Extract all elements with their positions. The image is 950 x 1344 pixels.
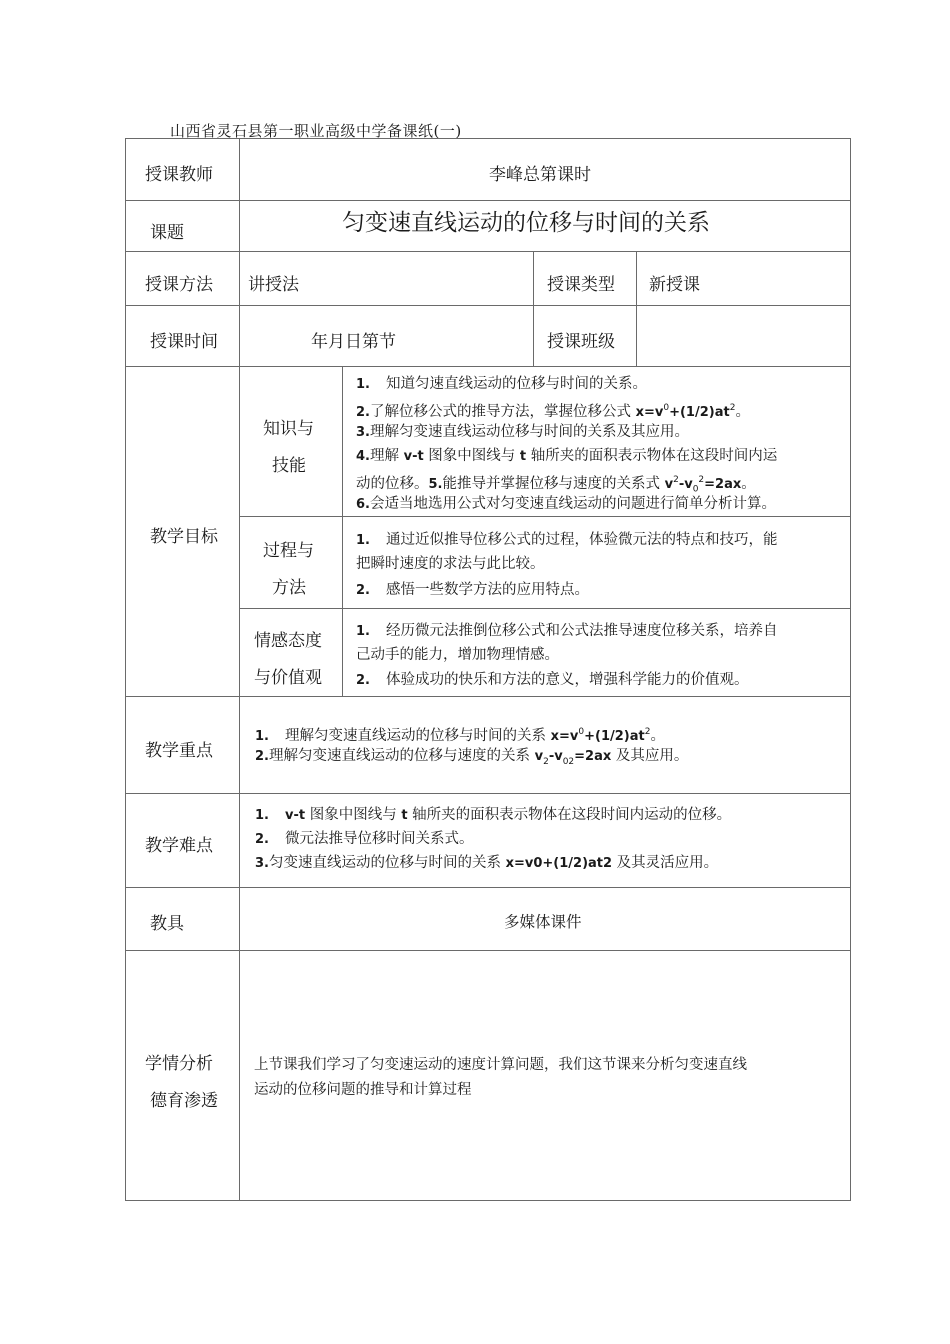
attitude-line-3: 2. 体验成功的快乐和方法的意义，增强科学能力的价值观。 — [356, 672, 749, 688]
difficulty-line-2: 2. 微元法推导位移时间关系式。 — [255, 831, 474, 847]
difficulty-line-3: 3.匀变速直线运动的位移与时间的关系 x=v0+(1/2)at2 及其灵活应用。 — [255, 855, 719, 871]
key-line-2: 2.理解匀变速直线运动的位移与速度的关系 $v_2-v_{02}=2ax$ 及其应用。 — [255, 748, 689, 767]
topic-value: 匀变速直线运动的位移与时间的关系 — [342, 210, 710, 236]
process-label-2: 方法 — [272, 578, 306, 598]
row-divider — [125, 305, 851, 306]
tools-value: 多媒体课件 — [504, 913, 582, 931]
knowledge-line-6: 6.会适当地选用公式对匀变速直线运动的问题进行简单分析计算。 — [356, 496, 776, 512]
method-label: 授课方法 — [145, 275, 213, 295]
type-label: 授课类型 — [547, 275, 615, 295]
teacher-label: 授课教师 — [145, 165, 213, 185]
row-divider — [125, 887, 851, 888]
key-label: 教学重点 — [145, 741, 213, 761]
column-divider — [636, 251, 637, 366]
process-line-1: 1. 通过近似推导位移公式的过程，体验微元法的特点和技巧，能 — [356, 532, 778, 548]
goals-label: 教学目标 — [150, 527, 218, 547]
topic-label: 课题 — [150, 223, 184, 243]
column-divider — [342, 366, 343, 696]
type-value: 新授课 — [649, 275, 700, 295]
row-divider — [125, 793, 851, 794]
column-divider — [533, 251, 534, 366]
method-value: 讲授法 — [248, 275, 299, 295]
key-line-1: 1. 理解匀变速直线运动的位移与时间的关系 $x=v^0+(1/2)at^2$。 — [255, 727, 665, 744]
row-divider — [125, 200, 851, 201]
item-number: 1. — [356, 377, 370, 392]
process-line-3: 2. 感悟一些数学方法的应用特点。 — [356, 582, 589, 598]
column-divider — [239, 138, 240, 1201]
analysis-label: 学情分析 — [145, 1054, 213, 1074]
knowledge-label: 知识与 — [263, 419, 314, 439]
attitude-line-1: 1. 经历微元法推倒位移公式和公式法推导速度位移关系，培养自 — [356, 623, 778, 639]
row-divider — [240, 516, 851, 517]
attitude-label-2: 与价值观 — [254, 668, 322, 688]
class-label: 授课班级 — [547, 332, 615, 352]
knowledge-line-4: 4.理解 v-t 图象中图线与 t 轴所夹的面积表示物体在这段时间内运 — [356, 448, 778, 464]
difficulty-line-1: 1. v-t 图象中图线与 t 轴所夹的面积表示物体在这段时间内运动的位移。 — [255, 807, 732, 823]
attitude-label: 情感态度 — [254, 631, 322, 651]
attitude-line-2: 己动手的能力，增加物理情感。 — [356, 647, 559, 663]
row-divider — [125, 950, 851, 951]
row-divider — [125, 696, 851, 697]
process-label: 过程与 — [263, 541, 314, 561]
time-label: 授课时间 — [150, 332, 218, 352]
knowledge-line-1: 1. 知道匀速直线运动的位移与时间的关系。 — [356, 373, 647, 396]
difficulty-label: 教学难点 — [145, 836, 213, 856]
analysis-line-2: 运动的位移问题的推导和计算过程 — [254, 1082, 472, 1098]
process-line-2: 把瞬时速度的求法与此比较。 — [356, 556, 545, 572]
knowledge-line-2: 2.了解位移公式的推导方法，掌握位移公式 $x=v^0+(1/2)at^2$。 — [356, 403, 750, 420]
row-divider — [125, 366, 851, 367]
teacher-value: 李峰总第课时 — [489, 165, 591, 185]
row-divider — [125, 251, 851, 252]
time-value: 年月日第节 — [311, 332, 396, 352]
knowledge-label-2: 技能 — [272, 456, 306, 476]
row-divider — [240, 608, 851, 609]
knowledge-line-5: 动的位移。5.能推导并掌握位移与速度的关系式 $v^2-v_0^2=2ax$。 — [356, 475, 756, 495]
analysis-label-2: 德育渗透 — [150, 1091, 218, 1111]
analysis-line-1: 上节课我们学习了匀变速运动的速度计算问题，我们这节课来分析匀变速直线 — [254, 1057, 747, 1073]
tools-label: 教具 — [150, 914, 184, 934]
knowledge-line-3: 3.理解匀变速直线运动位移与时间的关系及其应用。 — [356, 424, 689, 440]
document-header: 山西省灵石县第一职业高级中学备课纸(一) — [170, 122, 462, 140]
